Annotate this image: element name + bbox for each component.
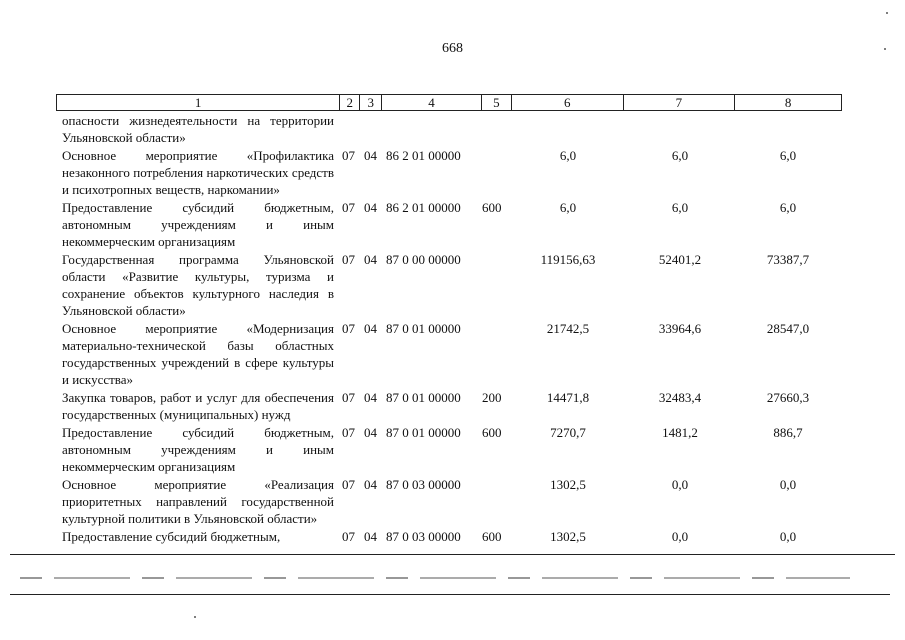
- scan-speck: [194, 616, 196, 618]
- row-value-8: 73387,7: [766, 252, 810, 267]
- row-target-code: 87 0 01 00000: [386, 321, 461, 336]
- scan-artifact-dashes: [20, 577, 850, 579]
- table-header-row: [56, 94, 842, 111]
- row-target-code: 87 0 01 00000: [386, 425, 461, 440]
- row-value-7: 1481,2: [662, 425, 698, 440]
- row-value-6: 6,0: [559, 148, 577, 163]
- row-section: 07: [342, 425, 355, 440]
- row-subsection: 04: [364, 529, 377, 544]
- row-subsection: 04: [364, 321, 377, 336]
- row-value-7: 6,0: [671, 148, 689, 163]
- row-expense-type: 600: [482, 425, 502, 440]
- row-value-7: 0,0: [671, 477, 689, 492]
- table-row: [62, 199, 842, 250]
- row-subsection: 04: [364, 425, 377, 440]
- row-subsection: 04: [364, 390, 377, 405]
- row-name: Основное мероприятие «Реализация приоритетных направлений государственной культурной политики в Ульяновской области»: [62, 477, 334, 526]
- row-value-8: 6,0: [779, 200, 797, 215]
- row-expense-type: 200: [482, 390, 502, 405]
- row-section: 07: [342, 321, 355, 336]
- row-section: 07: [342, 200, 355, 215]
- row-value-8: 28547,0: [766, 321, 810, 336]
- table-row: [62, 320, 842, 388]
- row-value-8: 0,0: [779, 529, 797, 544]
- row-name: опасности жизнедеятельности на территории Ульяновской области»: [62, 113, 334, 145]
- header-cell-6: 6: [512, 95, 624, 110]
- header-cell-3: 3: [360, 95, 382, 110]
- table-row: [62, 528, 842, 545]
- row-value-6: 1302,5: [550, 529, 586, 544]
- row-target-code: 87 0 00 00000: [386, 252, 461, 267]
- header-cell-7: 7: [624, 95, 736, 110]
- row-value-7: 32483,4: [658, 390, 702, 405]
- row-section: 07: [342, 529, 355, 544]
- row-name: Основное мероприятие «Модернизация материально-технической базы областных государственных учреждений в сфере культуры и искусства»: [62, 321, 334, 387]
- scan-artifact-line: [10, 554, 895, 555]
- scan-speck: [886, 12, 888, 14]
- row-value-6: 6,0: [559, 200, 577, 215]
- row-value-8: 886,7: [773, 425, 803, 440]
- row-target-code: 87 0 03 00000: [386, 477, 461, 492]
- row-section: 07: [342, 390, 355, 405]
- row-expense-type: 600: [482, 200, 502, 215]
- table-row: [62, 251, 842, 319]
- table-row: [62, 112, 842, 146]
- row-section: 07: [342, 148, 355, 163]
- table-row: [62, 389, 842, 423]
- row-value-6: 119156,63: [540, 252, 596, 267]
- row-name: Основное мероприятие «Профилактика незаконного потребления наркотических средств и психотропных веществ, наркомании»: [62, 148, 334, 197]
- row-name: Закупка товаров, работ и услуг для обеспечения государственных (муниципальных) нужд: [62, 390, 334, 422]
- row-expense-type: 600: [482, 529, 502, 544]
- row-subsection: 04: [364, 477, 377, 492]
- row-section: 07: [342, 477, 355, 492]
- row-target-code: 86 2 01 00000: [386, 200, 461, 215]
- row-target-code: 87 0 03 00000: [386, 529, 461, 544]
- table-row: [62, 147, 842, 198]
- row-section: 07: [342, 252, 355, 267]
- page-bottom-rule: [10, 594, 890, 595]
- row-name: Предоставление субсидий бюджетным, автономным учреждениям и иным некоммерческим организациям: [62, 425, 334, 474]
- row-value-6: 14471,8: [546, 390, 590, 405]
- header-cell-5: 5: [482, 95, 512, 110]
- row-value-7: 52401,2: [658, 252, 702, 267]
- row-name: Предоставление субсидий бюджетным, автономным учреждениям и иным некоммерческим организациям: [62, 200, 334, 249]
- row-value-8: 27660,3: [766, 390, 810, 405]
- header-cell-1: 1: [57, 95, 340, 110]
- row-target-code: 87 0 01 00000: [386, 390, 461, 405]
- row-value-8: 6,0: [779, 148, 797, 163]
- page-number: 668: [442, 41, 463, 56]
- table-body: [62, 112, 842, 546]
- table-row: [62, 476, 842, 527]
- row-name: Государственная программа Ульяновской области «Развитие культуры, туризма и сохранение объектов культурного наследия в Ульяновской области»: [62, 252, 334, 318]
- row-value-6: 7270,7: [550, 425, 586, 440]
- row-value-7: 6,0: [671, 200, 689, 215]
- row-subsection: 04: [364, 200, 377, 215]
- row-subsection: 04: [364, 252, 377, 267]
- row-name: Предоставление субсидий бюджетным,: [62, 529, 281, 544]
- row-value-8: 0,0: [779, 477, 797, 492]
- row-value-7: 0,0: [671, 529, 689, 544]
- row-value-7: 33964,6: [658, 321, 702, 336]
- header-cell-2: 2: [340, 95, 360, 110]
- row-target-code: 86 2 01 00000: [386, 148, 461, 163]
- row-value-6: 21742,5: [546, 321, 590, 336]
- header-cell-4: 4: [382, 95, 482, 110]
- header-cell-8: 8: [784, 95, 792, 110]
- table-row: [62, 424, 842, 475]
- scan-speck: [884, 48, 886, 50]
- row-subsection: 04: [364, 148, 377, 163]
- row-value-6: 1302,5: [550, 477, 586, 492]
